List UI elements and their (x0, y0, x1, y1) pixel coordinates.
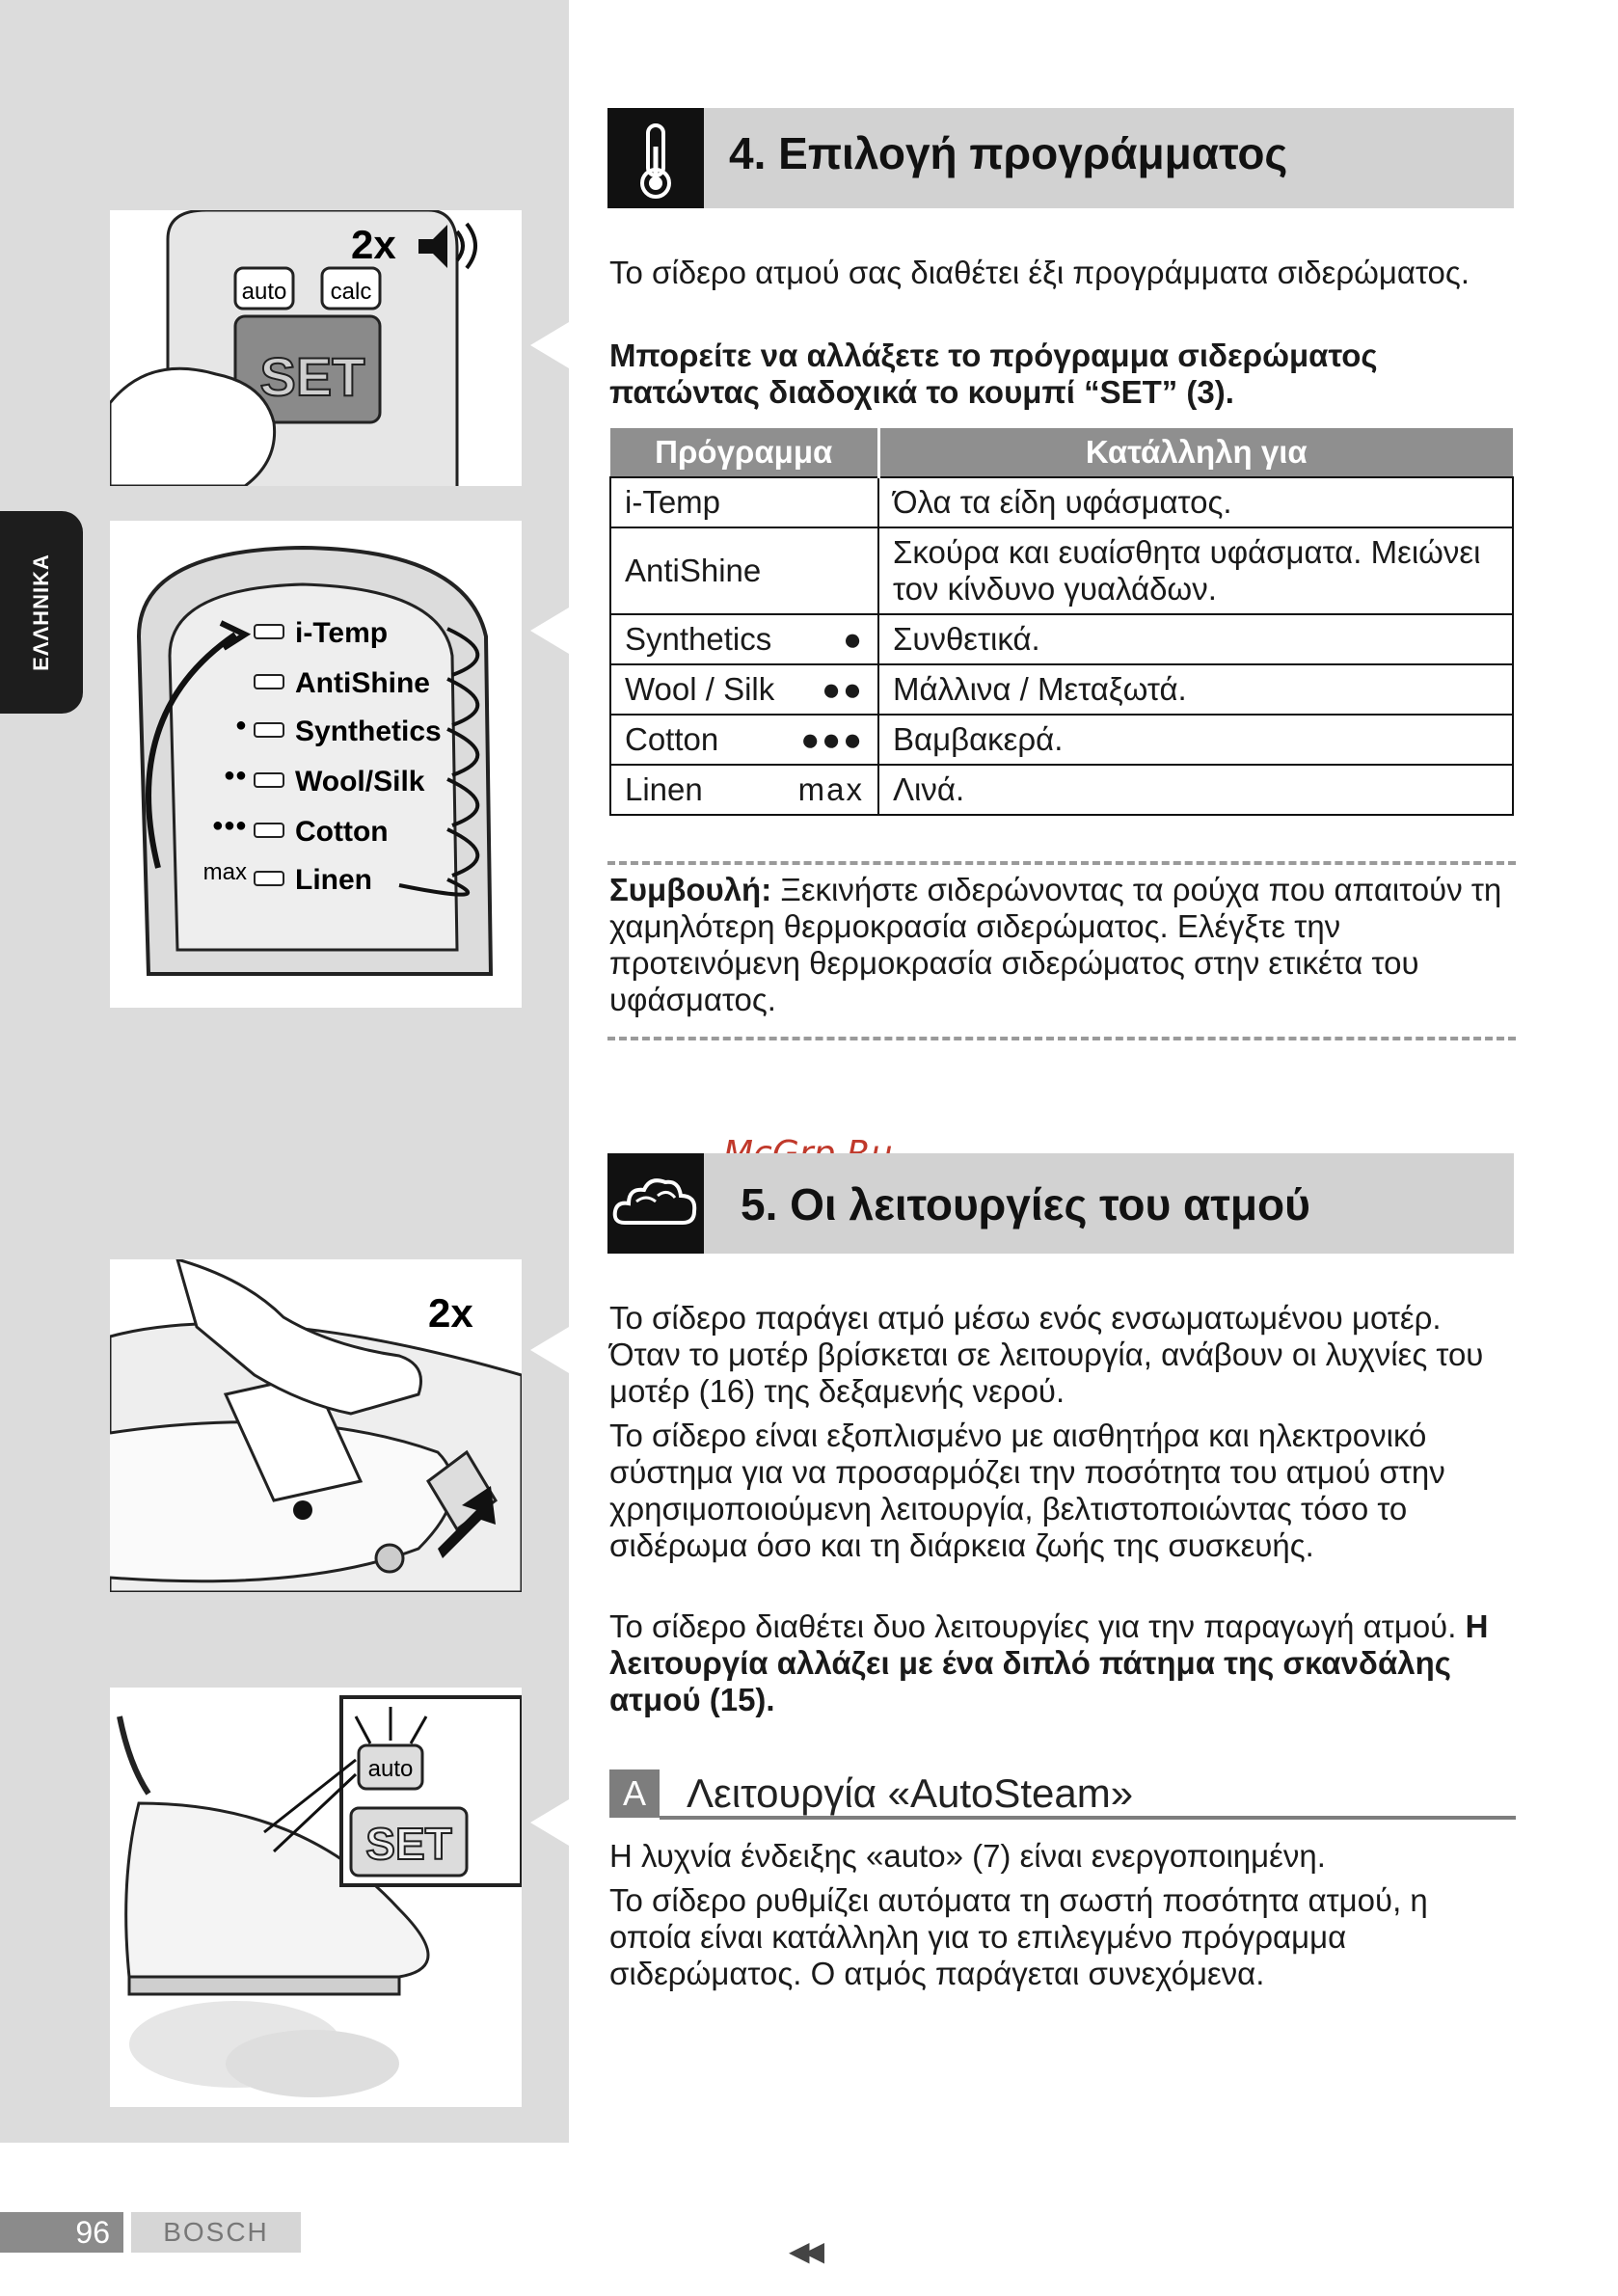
pointer-arrow (530, 608, 569, 654)
program-name: Cotton (625, 721, 719, 757)
program-suitable: Συνθετικά. (878, 614, 1513, 664)
panel-item-label: Cotton (295, 816, 389, 848)
section-5-paragraph-2: Το σίδερο είναι εξοπλισμένο με αισθητήρα και ηλεκτρονικό σύστημα για να προσαρμόζει την ποσότητα του ατμού στην χρησιμοποιούμενη λειτουργία, βελτιστοποιώντας τόσο το σιδέρωμα όσο και τη διάρκεια ζωής της συσκευής. (609, 1418, 1445, 1563)
calc-button-label: calc (330, 279, 372, 305)
finger-shape (110, 368, 275, 486)
subsection-underline (660, 1816, 1516, 1820)
program-dots: ● (843, 621, 864, 657)
table-header-program: Πρόγραμμα (610, 428, 878, 477)
table-row (610, 614, 1513, 664)
set-button-label: SET (365, 1819, 452, 1869)
tip-text: Ξεκινήστε σιδερώνοντας τα ρούχα που απαιτούν τη χαμηλότερη θερμοκρασία σιδερώματος. Ελέγξτε την προτεινόμενη θερμοκρασία σιδερώματος στην ετικέτα του υφάσματος. (609, 872, 1502, 1017)
program-name: Synthetics (625, 621, 772, 657)
table-header-row (610, 428, 1513, 477)
program-suitable: Λινά. (878, 765, 1513, 815)
program-suitable: Όλα τα είδη υφάσματος. (878, 477, 1513, 527)
panel-item-marker: max (202, 859, 247, 885)
pointer-arrow (530, 322, 569, 368)
subsection-title: Λειτουργία «AutoSteam» (687, 1770, 1134, 1816)
program-table (609, 428, 1514, 816)
panel-item-label: Linen (295, 864, 372, 896)
tip-top-divider (607, 861, 1516, 865)
section-4-instruction: Μπορείτε να αλλάξετε το πρόγραμμα σιδερώματος πατώντας διαδοχικά το κουμπί “SET” (3). (609, 338, 1378, 410)
section-4-intro: Το σίδερο ατμού σας διαθέτει έξι προγράμματα σιδερώματος. (609, 255, 1470, 290)
table-row (610, 715, 1513, 765)
panel-item-label: Wool/Silk (295, 766, 425, 797)
thermometer-icon (607, 108, 704, 208)
panel-item-marker: ●● (223, 765, 247, 786)
panel-item-label: AntiShine (295, 667, 430, 699)
program-dots: max (797, 771, 864, 807)
panel-item-marker: ● (234, 715, 247, 736)
language-tab (0, 511, 83, 714)
set-button-illustration (110, 210, 522, 486)
table-row (610, 765, 1513, 815)
steam-cloud-icon (607, 1153, 704, 1254)
program-dots: ●●● (800, 721, 864, 757)
table-row (610, 664, 1513, 715)
press-count-label: 2x (428, 1290, 473, 1336)
panel-item-label: Synthetics (295, 716, 442, 747)
back-nav-icon[interactable]: ◀◀ (789, 2236, 820, 2266)
paragraph-3-bold: Η λειτουργία αλλάζει με ένα διπλό πάτημα της σκανδάλης ατμού (15). (609, 1608, 1489, 1717)
tip-bottom-divider (607, 1037, 1516, 1040)
subsection-letter-badge: A (609, 1769, 660, 1818)
table-row (610, 527, 1513, 614)
program-dots: ●● (822, 671, 864, 707)
section-5-paragraph-1: Το σίδερο παράγει ατμό μέσω ενός ενσωματωμένου μοτέρ. Όταν το μοτέρ βρίσκεται σε λειτουργία, ανάβουν οι λυχνίες του μοτέρ (16) της δεξαμενής νερού. (609, 1300, 1484, 1409)
autosteam-iron-illustration (110, 1688, 522, 2107)
press-count-label: 2x (351, 222, 396, 267)
brand-label: BOSCH (131, 2212, 301, 2253)
table-row (610, 477, 1513, 527)
paragraph-3-text: Το σίδερο διαθέτει δυο λειτουργίες για την παραγωγή ατμού. (609, 1608, 1466, 1644)
panel-item-marker: ●●● (211, 815, 247, 836)
language-tab-label: ΕΛΛΗΝΙΚΑ (29, 554, 53, 671)
program-suitable: Μάλλινα / Μεταξωτά. (878, 664, 1513, 715)
panel-item-label: i-Temp (295, 617, 389, 649)
program-panel-illustration (110, 521, 522, 1008)
section-5-paragraph-3 (609, 1608, 1516, 1718)
program-suitable: Σκούρα και ευαίσθητα υφάσματα. Μειώνει τον κίνδυνο γυαλάδων. (878, 527, 1513, 614)
program-name: AntiShine (625, 553, 762, 588)
steam-trigger-illustration (110, 1259, 522, 1592)
pointer-arrow (530, 1327, 569, 1373)
page-number: 96 (0, 2212, 123, 2253)
autosteam-paragraph-2: Το σίδερο ρυθμίζει αυτόματα τη σωστή ποσότητα ατμού, η οποία είναι κατάλληλη για το επιλεγμένο πρόγραμμα σιδερώματος. Ο ατμός παράγεται συνεχόμενα. (609, 1882, 1428, 1991)
tip-paragraph (609, 872, 1516, 1018)
set-button-label: SET (259, 346, 365, 407)
section-5-title: 5. Οι λειτουργίες του ατμού (741, 1179, 1310, 1229)
tip-label: Συμβουλή: (609, 872, 772, 907)
program-suitable: Βαμβακερά. (878, 715, 1513, 765)
program-name: i-Temp (625, 484, 721, 520)
table-header-suitable: Κατάλληλη για (878, 428, 1513, 477)
program-name: Wool / Silk (625, 671, 775, 707)
auto-button-label: auto (367, 1756, 414, 1782)
program-name: Linen (625, 771, 703, 807)
section-4-title: 4. Επιλογή προγράμματος (729, 128, 1288, 178)
pointer-arrow (530, 1799, 569, 1846)
autosteam-paragraph-1: Η λυχνία ένδειξης «auto» (7) είναι ενεργοποιημένη. (609, 1838, 1326, 1874)
auto-button-label: auto (241, 279, 287, 305)
